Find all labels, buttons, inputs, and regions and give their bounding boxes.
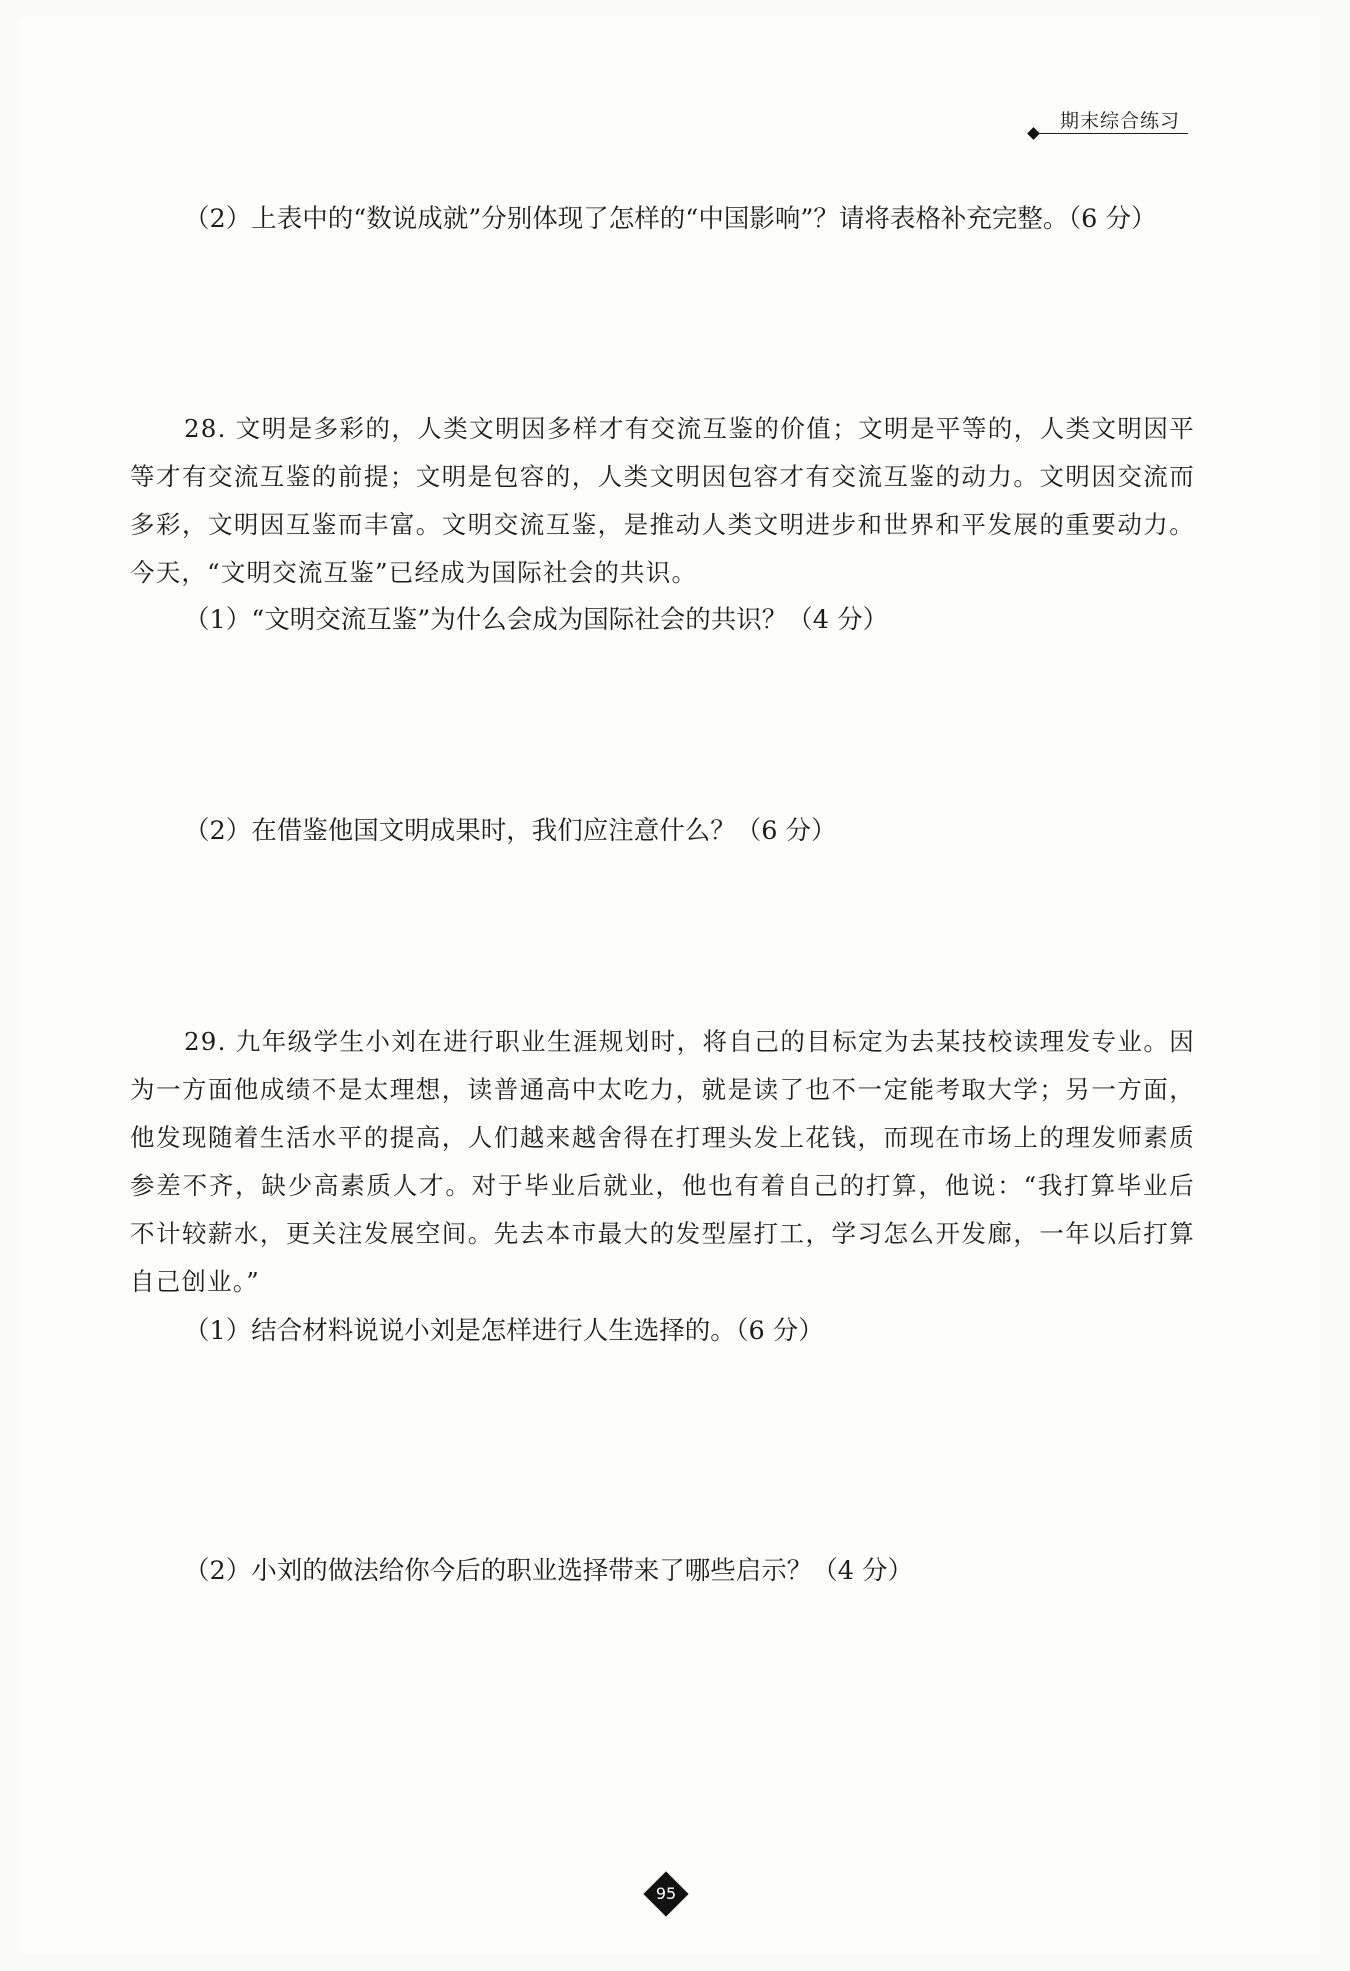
- q28-subquestion-2: （2）在借鉴他国文明成果时，我们应注意什么？（6 分）: [184, 816, 837, 846]
- q29-subquestion-1: （1）结合材料说说小刘是怎样进行人生选择的。（6 分）: [184, 1316, 824, 1346]
- page-number-badge: [643, 1871, 689, 1917]
- page-header: [1030, 106, 1195, 136]
- q29-stem: 29. 九年级学生小刘在进行职业生涯规划时，将自己的目标定为去某技校读理发专业。因为一方面他成绩不是太理想，读普通高中太吃力，就是读了也不一定能考取大学；另一方面，他发现随着生活水平的提高，人们越来越舍得在打理头发上花钱，而现在市场上的理发师素质参差不齐，缺少高素质人才。对于毕业后就业，他也有着自己的打算，他说：“我打算毕业后不计较薪水，更关注发展空间。先去本市最大的发型屋打工，学习怎么开发廊，一年以后打算自己创业。”: [130, 1027, 1195, 1296]
- page-number: 95: [655, 1884, 677, 1903]
- page-sheet: [20, 18, 1320, 1953]
- header-title: 期末综合练习: [1060, 110, 1181, 132]
- header-rule: [1036, 133, 1188, 134]
- q28-stem: 28. 文明是多彩的，人类文明因多样才有交流互鉴的价值；文明是平等的，人类文明因平等才有交流互鉴的前提；文明是包容的，人类文明因包容才有交流互鉴的动力。文明因交流而多彩，文明因互鉴而丰富。文明交流互鉴，是推动人类文明进步和世界和平发展的重要动力。今天，“文明交流互鉴”已经成为国际社会的共识。: [130, 414, 1195, 587]
- q28-subquestion-1: （1）“文明交流互鉴”为什么会成为国际社会的共识？（4 分）: [184, 605, 889, 635]
- q27-subquestion-2: （2）上表中的“数说成就”分别体现了怎样的“中国影响”？请将表格补充完整。（6 分）: [184, 204, 1157, 234]
- q29-subquestion-2: （2）小刘的做法给你今后的职业选择带来了哪些启示？（4 分）: [184, 1556, 914, 1586]
